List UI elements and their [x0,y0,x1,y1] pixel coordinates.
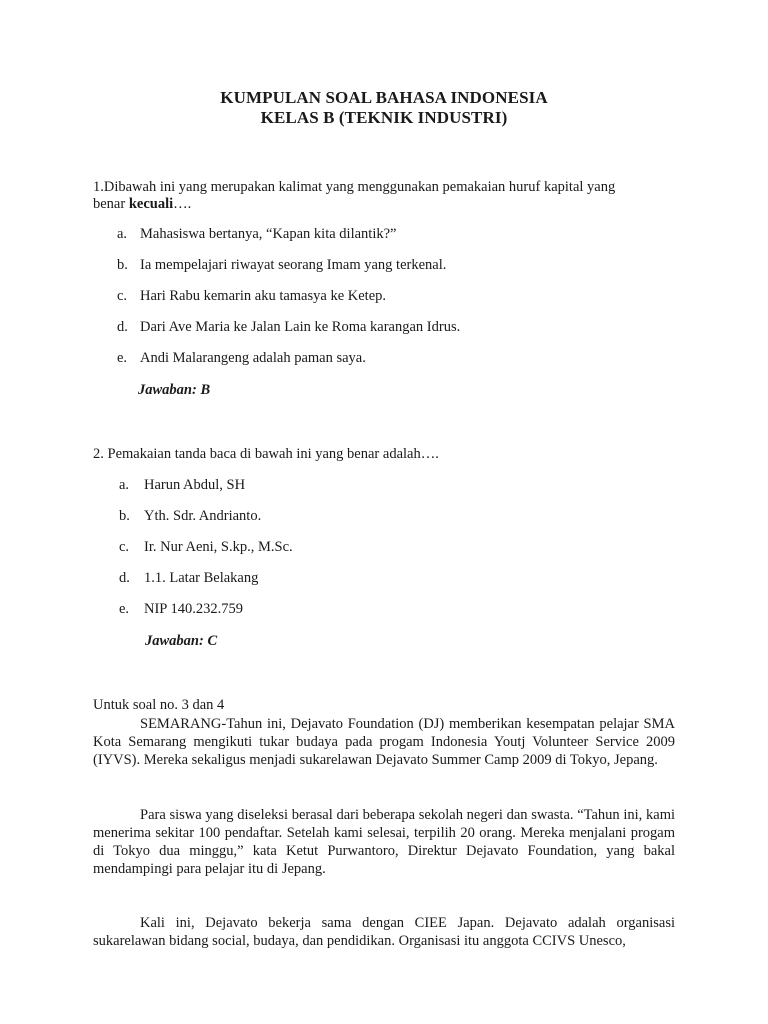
document-title-line-2: KELAS B (TEKNIK INDUSTRI) [260,108,508,127]
q1-answer: Jawaban: B [138,382,211,398]
q1-option-b-letter: b. [117,257,128,273]
question-2-text: 2. Pemakaian tanda baca di bawah ini yang benar adalah…. [93,446,439,462]
q2-option-a-letter: a. [119,477,130,493]
q2-option-d-letter: d. [119,570,130,586]
passage-intro: Untuk soal no. 3 dan 4 [93,697,225,713]
q1-option-b-text: Ia mempelajari riwayat seorang Imam yang terkenal. [140,257,447,273]
passage-paragraph-2: Para siswa yang diseleksi berasal dari beberapa sekolah negeri dan swasta. “Tahun ini, kami menerima sekitar 100 pendaftar. Setelah kami selesai, terpilih 20 orang. Mereka menjalani progam di Tokyo dua minggu,” kata Ketut Purwantoro, Direktur Dejavato Foundation, yang bakal mendampingi para pelajar itu di Jepang. [93,807,675,877]
q1-option-e-letter: e. [117,350,128,366]
passage-paragraph-3: Kali ini, Dejavato bekerja sama dengan CIEE Japan. Dejavato adalah organisasi sukarelawan bidang social, budaya, dan pendidikan. Organisasi itu anggota CCIVS Unesco, [93,915,675,949]
q1-option-e-text: Andi Malarangeng adalah paman saya. [140,350,366,366]
q2-option-e-letter: e. [119,601,130,617]
q1-option-d-text: Dari Ave Maria ke Jalan Lain ke Roma karangan Idrus. [140,319,461,335]
q1-option-c-text: Hari Rabu kemarin aku tamasya ke Ketep. [140,288,387,304]
q2-option-c-text: Ir. Nur Aeni, S.kp., M.Sc. [144,539,293,555]
question-1-text-continued [93,196,191,213]
q2-option-b-text: Yth. Sdr. Andrianto. [144,508,262,524]
q2-option-e-text: NIP 140.232.759 [144,601,243,617]
question-1-prefix: benar [93,196,129,212]
passage-paragraph-1: SEMARANG-Tahun ini, Dejavato Foundation (DJ) memberikan kesempatan pelajar SMA Kota Semarang mengikuti tukar budaya pada progam Indonesia Youtj Volunteer Service 2009 (IYVS). Mereka sekaligus menjadi sukarelawan Dejavato Summer Camp 2009 di Tokyo, Jepang. [93,716,675,768]
q1-option-a-text: Mahasiswa bertanya, “Kapan kita dilantik?” [140,226,397,242]
q2-option-b-letter: b. [119,508,130,524]
q1-option-c-letter: c. [117,288,128,304]
q2-answer: Jawaban: C [145,633,218,649]
q1-option-d-letter: d. [117,319,128,335]
q2-option-a-text: Harun Abdul, SH [144,477,246,493]
document-title-line-1: KUMPULAN SOAL BAHASA INDONESIA [220,88,548,107]
q1-option-a-letter: a. [117,226,128,242]
question-1-keyword: kecuali [128,196,174,212]
q2-option-d-text: 1.1. Latar Belakang [144,570,259,586]
q2-option-c-letter: c. [119,539,130,555]
question-1-ellipsis: …. [173,196,192,212]
question-1-text: 1.Dibawah ini yang merupakan kalimat yang menggunakan pemakaian huruf kapital yang [93,179,616,195]
